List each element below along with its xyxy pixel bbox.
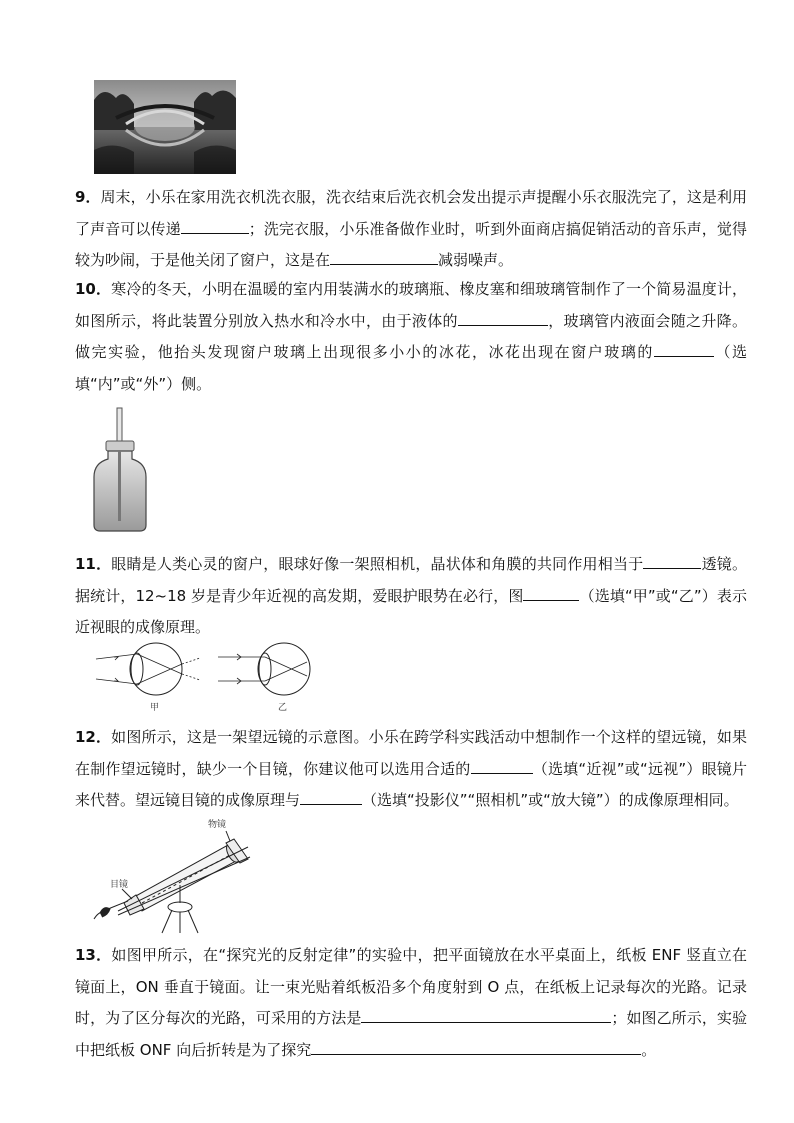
question-text: 寒冷的冬天，小明在温暖的室内用装满水的玻璃瓶、橡皮塞和细玻璃管制作了一个简易温度计，如图所示，将此装置分别放入热水和冷水中，由于液体的 bbox=[75, 280, 748, 330]
answer-blank[interactable] bbox=[654, 338, 714, 357]
question-text: 减弱噪声。 bbox=[438, 251, 514, 269]
answer-blank[interactable] bbox=[643, 550, 701, 569]
question-text: 透镜。据统计，12~18 岁是青少年近视的高发期，爱眼护眼势在必行，图 bbox=[75, 555, 747, 605]
question-11 bbox=[75, 549, 747, 644]
question-number: 10． bbox=[75, 280, 112, 298]
question-number: 13． bbox=[75, 946, 112, 964]
question-text: 如图甲所示，在“探究光的反射定律”的实验中，把平面镜放在水平桌面上，纸板 ENF 竖直立在镜面上，ON 垂直于镜面。让一束光贴着纸板沿多个角度射到 O 点，在纸板上记录每次的光路。记录时，为了区分每次的光路，可采用的方法是 bbox=[75, 946, 747, 1027]
answer-blank[interactable] bbox=[471, 755, 533, 774]
answer-blank[interactable] bbox=[181, 215, 249, 234]
question-13 bbox=[75, 940, 747, 1066]
question-text: （选填“甲”或“乙”）表示近视眼的成像原理。 bbox=[75, 586, 747, 636]
bridge-photo bbox=[94, 80, 236, 174]
question-12 bbox=[75, 722, 747, 817]
eye-diagrams bbox=[92, 642, 322, 712]
answer-blank[interactable] bbox=[330, 246, 438, 265]
answer-blank[interactable] bbox=[311, 1036, 641, 1055]
eye-diagram-yi bbox=[218, 643, 310, 712]
question-text: 如图所示，这是一架望远镜的示意图。小乐在跨学科实践活动中想制作一个这样的望远镜，如果在制作望远镜时，缺少一个目镜，你建议他可以选用合适的 bbox=[75, 728, 748, 778]
question-10 bbox=[75, 274, 747, 400]
question-9 bbox=[75, 182, 747, 277]
question-text: （选填“近视”或“远视”）眼镜片来代替。望远镜目镜的成像原理与 bbox=[75, 759, 747, 809]
answer-blank[interactable] bbox=[300, 786, 362, 805]
question-text: ，玻璃管内液面会随之升降。做完实验，他抬头发现窗户玻璃上出现很多小小的冰花，冰花出现在窗户玻璃的 bbox=[75, 311, 747, 361]
question-text: 周末，小乐在家用洗衣机洗衣服，洗衣结束后洗衣机会发出提示声提醒小乐衣服洗完了，这是利用了声音可以传递 bbox=[75, 188, 747, 238]
eye-diagram-jia bbox=[96, 643, 200, 712]
objective-lens-label: 物镜 bbox=[208, 820, 227, 830]
question-number: 9． bbox=[75, 188, 101, 206]
answer-blank[interactable] bbox=[523, 582, 579, 601]
thermometer-bottle-figure bbox=[90, 405, 150, 537]
answer-blank[interactable] bbox=[458, 307, 548, 326]
question-text: ；洗完衣服，小乐准备做作业时，听到外面商店搞促销活动的音乐声，觉得较为吵闹，于是他关闭了窗户，这是在 bbox=[75, 219, 747, 269]
question-text: 眼睛是人类心灵的窗户，眼球好像一架照相机，晶状体和角膜的共同作用相当于 bbox=[111, 555, 644, 573]
question-number: 12． bbox=[75, 728, 112, 746]
question-number: 11． bbox=[75, 555, 112, 573]
question-text: 。 bbox=[641, 1040, 657, 1059]
figure-label-jia: 甲 bbox=[150, 703, 160, 712]
question-text: ；如图乙所示，实验中把纸板 ONF 向后折转是为了探究 bbox=[75, 1009, 747, 1059]
question-text: （选填“内”或“外”）侧。 bbox=[75, 343, 747, 393]
question-text: （选填“投影仪”“照相机”或“放大镜”）的成像原理相同。 bbox=[362, 791, 739, 809]
answer-blank[interactable] bbox=[361, 1004, 611, 1023]
eyepiece-label: 目镜 bbox=[110, 880, 129, 890]
telescope-figure bbox=[88, 815, 263, 935]
figure-label-yi: 乙 bbox=[278, 703, 288, 712]
